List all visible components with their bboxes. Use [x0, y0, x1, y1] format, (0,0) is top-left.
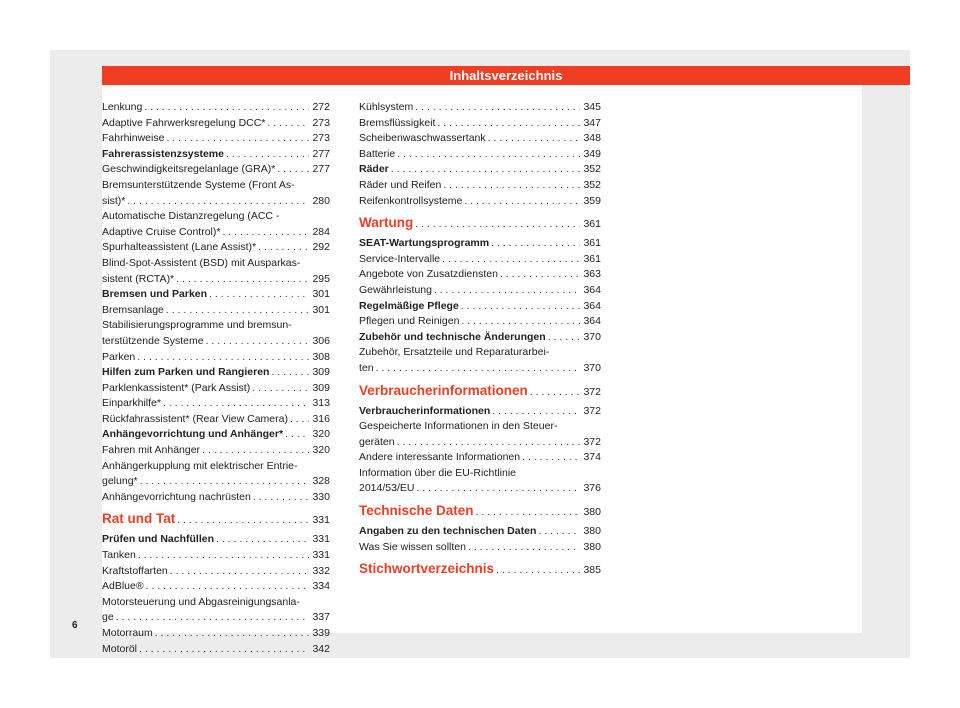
- toc-entry-title: Verbraucherinformationen: [359, 404, 491, 417]
- toc-dot-leader: [415, 215, 580, 233]
- toc-dot-leader: [163, 396, 309, 412]
- toc-entry-title: Räder: [359, 163, 389, 176]
- toc-entry[interactable]: [359, 147, 601, 163]
- toc-dot-leader: [376, 361, 580, 377]
- toc-entry[interactable]: [102, 100, 330, 116]
- toc-entry-title: Adaptive Fahrwerksregelung DCC*: [102, 116, 266, 129]
- header-title: Inhaltsverzeichnis: [449, 68, 563, 83]
- toc-entry[interactable]: [359, 540, 601, 556]
- toc-entry[interactable]: [102, 459, 330, 490]
- toc-entry-row: [359, 481, 601, 497]
- toc-entry[interactable]: [102, 510, 330, 529]
- toc-entry[interactable]: [359, 330, 601, 346]
- toc-entry-title: Reifenkontrollsysteme: [359, 194, 463, 207]
- toc-entry-title: Bremsanlage: [102, 303, 164, 316]
- toc-entry-title-line: Bremsunterstützende Systeme (Front As-: [102, 178, 295, 191]
- toc-entry-title: Geschwindigkeitsregelanlage (GRA)*: [102, 163, 276, 176]
- toc-entry[interactable]: [359, 560, 601, 579]
- toc-entry-row: [359, 314, 601, 330]
- toc-entry-row: [102, 474, 330, 490]
- toc-entry-title: Rat und Tat: [102, 511, 176, 527]
- toc-entry-title: sistent (RCTA)*: [102, 272, 175, 285]
- toc-entry-row: [102, 162, 330, 178]
- toc-entry-page: 309: [312, 366, 330, 379]
- toc-dot-leader: [277, 162, 309, 178]
- toc-entry-row: [102, 548, 330, 564]
- toc-entry-title: gelung*: [102, 475, 138, 488]
- toc-entry-page: 364: [583, 283, 601, 296]
- toc-entry-page: 348: [583, 132, 601, 145]
- toc-entry[interactable]: [102, 116, 330, 132]
- toc-entry-title: Rückfahrassistent* (Rear View Camera): [102, 412, 288, 425]
- toc-entry-row: [359, 560, 601, 579]
- toc-entry-title: Wartung: [359, 215, 414, 231]
- toc-entry-title: Bremsen und Parken: [102, 288, 208, 301]
- toc-entry[interactable]: [102, 381, 330, 397]
- toc-entry-page: 364: [583, 315, 601, 328]
- toc-dot-leader: [488, 131, 580, 147]
- toc-entry-title-line: Blind-Spot-Assistent (BSD) mit Ausparkas-: [102, 256, 301, 269]
- toc-entry-title-line: Gespeicherte Informationen in den Steuer-: [359, 420, 558, 433]
- toc-entry-title: Bremsflüssigkeit: [359, 116, 436, 129]
- toc-entry[interactable]: [102, 318, 330, 349]
- toc-entry-title: Fahren mit Anhänger: [102, 444, 201, 457]
- toc-entry-row: [102, 194, 330, 210]
- toc-entry-title: Was Sie wissen sollten: [359, 540, 466, 553]
- toc-entry-title: Verbraucherinformationen: [359, 382, 528, 398]
- toc-entry-page: 361: [583, 218, 601, 231]
- toc-entry[interactable]: [102, 595, 330, 626]
- toc-entry-row: [102, 490, 330, 506]
- toc-entry-page: 347: [583, 116, 601, 129]
- toc-entry-page: 313: [312, 397, 330, 410]
- toc-entry[interactable]: [359, 345, 601, 376]
- toc-dot-leader: [522, 450, 580, 466]
- toc-dot-leader: [443, 178, 580, 194]
- toc-entry-row: [359, 361, 601, 377]
- toc-entry-page: 339: [312, 627, 330, 639]
- toc-dot-leader: [127, 194, 309, 210]
- toc-dot-leader: [209, 287, 309, 303]
- toc-dot-leader: [415, 100, 580, 116]
- toc-entry[interactable]: [102, 162, 330, 178]
- toc-entry-row: [102, 116, 330, 132]
- toc-entry[interactable]: [359, 314, 601, 330]
- toc-dot-leader: [253, 490, 309, 506]
- toc-entry-row: [102, 510, 330, 529]
- toc-entry-row: [102, 427, 330, 443]
- toc-dot-leader: [548, 330, 580, 346]
- toc-entry[interactable]: [102, 427, 330, 443]
- toc-entry[interactable]: [102, 642, 330, 658]
- document-sheet: [50, 50, 910, 658]
- toc-dot-leader: [491, 236, 580, 252]
- toc-entry[interactable]: [102, 412, 330, 428]
- toc-entry[interactable]: [102, 350, 330, 366]
- toc-dot-leader: [166, 303, 309, 319]
- toc-dot-leader: [202, 443, 309, 459]
- toc-entry-page: 309: [312, 381, 330, 394]
- toc-entry-title: Regelmäßige Pflege: [359, 299, 459, 312]
- toc-entry-page: 345: [583, 101, 601, 113]
- toc-entry-page: 328: [312, 475, 330, 488]
- toc-entry-row: [359, 147, 601, 163]
- toc-entry-row: [359, 404, 601, 420]
- toc-entry-page: 380: [583, 506, 601, 519]
- toc-entry-row: [102, 365, 330, 381]
- toc-entry-title: Service-Intervalle: [359, 252, 441, 265]
- toc-entry-page: 337: [312, 611, 330, 624]
- toc-entry[interactable]: [102, 365, 330, 381]
- toc-entry-title-line: Zubehör, Ersatzteile und Reparaturarbei-: [359, 346, 550, 359]
- toc-entry-title: Motoröl: [102, 642, 138, 655]
- toc-entry-page: 349: [583, 147, 601, 160]
- toc-entry[interactable]: [359, 450, 601, 466]
- toc-entry-page: 334: [312, 580, 330, 593]
- toc-entry-title: sist)*: [102, 194, 126, 207]
- toc-dot-leader: [146, 579, 309, 595]
- toc-entry[interactable]: [359, 382, 601, 401]
- toc-entry[interactable]: [359, 214, 601, 233]
- toc-entry-page: 320: [312, 428, 330, 441]
- toc-entry-title: Fahrhinweise: [102, 132, 165, 145]
- toc-entry-title-line: Anhängerkupplung mit elektrischer Entrie-: [102, 459, 298, 472]
- toc-dot-leader: [170, 564, 309, 580]
- toc-entry-row: [359, 502, 601, 521]
- toc-entry-title: Anhängevorrichtung und Anhänger*: [102, 428, 284, 441]
- toc-entry-page: 352: [583, 178, 601, 191]
- toc-entry-row: [102, 412, 330, 428]
- toc-entry-page: 295: [312, 272, 330, 285]
- toc-dot-leader: [258, 240, 309, 256]
- toc-entry-title: Spurhalteassistent (Lane Assist)*: [102, 241, 257, 254]
- toc-entry-page: 342: [312, 642, 330, 655]
- toc-entry-row: [359, 252, 601, 268]
- toc-dot-leader: [500, 267, 580, 283]
- toc-entry-row: [102, 610, 330, 626]
- toc-entry[interactable]: [359, 466, 601, 497]
- toc-entry[interactable]: [102, 178, 330, 209]
- page-number: 6: [72, 620, 78, 631]
- toc-entry-page: 372: [583, 385, 601, 398]
- toc-entry-page: 372: [583, 435, 601, 448]
- toc-entry-row: [359, 330, 601, 346]
- toc-dot-leader: [166, 131, 309, 147]
- toc-entry-title: Parklenkassistent* (Park Assist): [102, 381, 251, 394]
- toc-dot-leader: [267, 116, 309, 132]
- toc-entry-row: [102, 131, 330, 147]
- toc-entry-row: [359, 236, 601, 252]
- toc-entry[interactable]: [102, 287, 330, 303]
- toc-entry[interactable]: [102, 147, 330, 163]
- toc-entry[interactable]: [102, 303, 330, 319]
- toc-entry-row: [359, 194, 601, 210]
- toc-entry[interactable]: [102, 131, 330, 147]
- toc-entry-title: SEAT-Wartungsprogramm: [359, 237, 490, 250]
- toc-entry-page: 364: [583, 299, 601, 312]
- toc-dot-leader: [139, 642, 309, 658]
- toc-dot-leader: [397, 147, 580, 163]
- toc-entry-row: [359, 116, 601, 132]
- toc-entry-page: 376: [583, 482, 601, 495]
- toc-entry-row: [102, 287, 330, 303]
- toc-dot-leader: [416, 481, 580, 497]
- toc-entry-row: [102, 381, 330, 397]
- toc-entry[interactable]: [102, 532, 330, 548]
- toc-entry-page: 292: [312, 241, 330, 254]
- toc-entry-row: [359, 162, 601, 178]
- toc-dot-leader: [476, 503, 580, 521]
- toc-dot-leader: [464, 194, 580, 210]
- toc-dot-leader: [137, 350, 309, 366]
- toc-dot-leader: [496, 561, 580, 579]
- toc-entry-row: [359, 450, 601, 466]
- toc-entry-row: [102, 642, 330, 658]
- toc-entry-title: 2014/53/EU: [359, 482, 415, 495]
- toc-entry-page: 331: [312, 514, 330, 527]
- toc-entry[interactable]: [359, 502, 601, 521]
- toc-entry-page: 273: [312, 132, 330, 145]
- toc-dot-leader: [391, 162, 580, 178]
- toc-entry-title: Räder und Reifen: [359, 178, 442, 191]
- toc-entry[interactable]: [359, 299, 601, 315]
- toc-entry-page: 273: [312, 116, 330, 129]
- toc-entry-page: 277: [312, 147, 330, 160]
- toc-entry-row: [359, 524, 601, 540]
- toc-entry-row: [359, 214, 601, 233]
- toc-dot-leader: [271, 365, 309, 381]
- toc-entry-row: [359, 435, 601, 451]
- toc-entry-page: 331: [312, 549, 330, 562]
- toc-dot-leader: [290, 412, 309, 428]
- toc-entry-page: 380: [583, 525, 601, 538]
- toc-entry[interactable]: [359, 131, 601, 147]
- toc-entry-title: AdBlue®: [102, 580, 144, 593]
- toc-entry-title: Kraftstoffarten: [102, 564, 168, 577]
- toc-entry-title: Pflegen und Reinigen: [359, 315, 460, 328]
- toc-entry-title: Tanken: [102, 549, 136, 562]
- toc-entry[interactable]: [359, 236, 601, 252]
- toc-entry[interactable]: [102, 256, 330, 287]
- toc-entry-page: 361: [583, 237, 601, 250]
- toc-entry-row: [359, 267, 601, 283]
- toc-entry-row: [359, 382, 601, 401]
- toc-dot-leader: [538, 524, 580, 540]
- toc-entry-page: 370: [583, 361, 601, 374]
- toc-entry-title: Gewährleistung: [359, 283, 432, 296]
- toc-entry[interactable]: [102, 490, 330, 506]
- toc-entry-row: [102, 579, 330, 595]
- toc-dot-leader: [461, 314, 580, 330]
- toc-entry-row: [102, 272, 330, 288]
- toc-dot-leader: [144, 100, 309, 116]
- toc-dot-leader: [206, 334, 309, 350]
- toc-entry-page: 272: [312, 101, 330, 113]
- toc-entry-row: [102, 564, 330, 580]
- toc-page: [50, 50, 910, 658]
- toc-entry[interactable]: [102, 548, 330, 564]
- toc-entry[interactable]: [359, 116, 601, 132]
- toc-entry-page: 359: [583, 194, 601, 207]
- toc-dot-leader: [116, 610, 309, 626]
- toc-entry-page: 332: [312, 564, 330, 577]
- toc-dot-leader: [530, 383, 580, 401]
- toc-entry-row: [102, 334, 330, 350]
- toc-entry[interactable]: [102, 443, 330, 459]
- toc-dot-leader: [176, 272, 309, 288]
- toc-entry-row: [102, 100, 330, 116]
- toc-column-right: [359, 100, 601, 582]
- toc-entry-page: 370: [583, 330, 601, 343]
- toc-entry-title: terstützende Systeme: [102, 334, 204, 347]
- toc-dot-leader: [285, 427, 309, 443]
- toc-dot-leader: [226, 147, 309, 163]
- toc-entry-page: 284: [312, 225, 330, 238]
- toc-dot-leader: [155, 626, 309, 642]
- toc-entry-row: [102, 350, 330, 366]
- toc-entry-page: 372: [583, 404, 601, 417]
- toc-entry-page: 306: [312, 334, 330, 347]
- toc-entry-page: 363: [583, 268, 601, 281]
- toc-entry-title: Fahrerassistenzsysteme: [102, 147, 224, 160]
- toc-dot-leader: [138, 548, 309, 564]
- toc-entry[interactable]: [102, 396, 330, 412]
- toc-entry[interactable]: [102, 240, 330, 256]
- toc-entry[interactable]: [359, 252, 601, 268]
- toc-entry[interactable]: [102, 564, 330, 580]
- toc-entry-title: Scheibenwaschwassertank: [359, 132, 486, 145]
- toc-entry[interactable]: [359, 524, 601, 540]
- toc-entry[interactable]: [359, 194, 601, 210]
- toc-dot-leader: [397, 435, 580, 451]
- toc-entry-title: Zubehör und technische Änderungen: [359, 330, 546, 343]
- toc-entry-row: [102, 240, 330, 256]
- toc-entry[interactable]: [359, 178, 601, 194]
- toc-entry-page: 308: [312, 350, 330, 363]
- toc-dot-leader: [252, 381, 309, 397]
- toc-entry-row: [102, 626, 330, 642]
- toc-entry-row: [102, 147, 330, 163]
- toc-entry-page: 380: [583, 540, 601, 553]
- toc-entry-row: [102, 443, 330, 459]
- toc-entry-page: 320: [312, 444, 330, 457]
- toc-entry-row: [359, 131, 601, 147]
- toc-entry-row: [359, 283, 601, 299]
- toc-entry-page: 277: [312, 163, 330, 176]
- toc-entry-title-line: Automatische Distanzregelung (ACC -: [102, 210, 280, 223]
- toc-entry-title: ten: [359, 361, 374, 374]
- toc-dot-leader: [216, 532, 309, 548]
- toc-entry-title: Andere interessante Informationen: [359, 451, 521, 464]
- toc-entry[interactable]: [359, 162, 601, 178]
- toc-entry-title-line: Information über die EU-Richtlinie: [359, 466, 516, 479]
- toc-entry-page: 280: [312, 194, 330, 207]
- toc-entry-title: Prüfen und Nachfüllen: [102, 533, 215, 546]
- toc-entry-title: geräten: [359, 435, 395, 448]
- toc-dot-leader: [461, 299, 580, 315]
- toc-entry-page: 301: [312, 288, 330, 301]
- toc-entry[interactable]: [102, 209, 330, 240]
- toc-dot-leader: [177, 511, 309, 529]
- toc-entry-title-line: Stabilisierungsprogramme und bremsun-: [102, 319, 292, 332]
- toc-entry-row: [359, 100, 601, 116]
- toc-entry-title: Angaben zu den technischen Daten: [359, 525, 537, 538]
- toc-entry[interactable]: [102, 626, 330, 642]
- toc-dot-leader: [437, 116, 580, 132]
- page-header: [102, 66, 910, 85]
- toc-entry-title: Einparkhilfe*: [102, 397, 161, 410]
- toc-entry-title: Kühlsystem: [359, 101, 414, 113]
- toc-entry-row: [102, 303, 330, 319]
- toc-column-left: [102, 100, 330, 657]
- toc-entry-page: 316: [312, 412, 330, 425]
- toc-entry-title: Adaptive Cruise Control)*: [102, 225, 221, 238]
- toc-entry[interactable]: [359, 283, 601, 299]
- toc-entry-page: 385: [583, 564, 601, 577]
- toc-dot-leader: [222, 225, 309, 241]
- toc-entry-page: 331: [312, 533, 330, 546]
- toc-entry-title: Motorraum: [102, 627, 153, 639]
- toc-entry[interactable]: [359, 267, 601, 283]
- toc-entry[interactable]: [359, 404, 601, 420]
- toc-entry-row: [102, 225, 330, 241]
- toc-entry-title: ge: [102, 611, 114, 624]
- toc-entry[interactable]: [359, 100, 601, 116]
- toc-entry-title-line: Motorsteuerung und Abgasreinigungsanla-: [102, 595, 300, 608]
- toc-entry[interactable]: [359, 419, 601, 450]
- toc-entry-row: [359, 299, 601, 315]
- toc-entry-page: 352: [583, 163, 601, 176]
- toc-entry-page: 374: [583, 451, 601, 464]
- toc-entry-row: [359, 178, 601, 194]
- toc-dot-leader: [468, 540, 580, 556]
- toc-dot-leader: [492, 404, 580, 420]
- toc-entry-title: Lenkung: [102, 101, 143, 113]
- toc-entry-page: 301: [312, 303, 330, 316]
- toc-dot-leader: [434, 283, 580, 299]
- toc-entry-page: 361: [583, 252, 601, 265]
- toc-entry-title: Angebote von Zusatzdiensten: [359, 268, 498, 281]
- toc-entry-row: [102, 396, 330, 412]
- toc-entry-title: Anhängevorrichtung nachrüsten: [102, 490, 251, 503]
- toc-entry-row: [359, 540, 601, 556]
- toc-dot-leader: [442, 252, 580, 268]
- toc-entry-row: [102, 532, 330, 548]
- toc-entry-title: Hilfen zum Parken und Rangieren: [102, 366, 270, 379]
- toc-entry-title: Batterie: [359, 147, 396, 160]
- toc-entry-page: 330: [312, 490, 330, 503]
- toc-entry[interactable]: [102, 579, 330, 595]
- toc-entry-title: Parken: [102, 350, 136, 363]
- toc-entry-title: Technische Daten: [359, 503, 474, 519]
- toc-dot-leader: [140, 474, 309, 490]
- toc-entry-title: Stichwortverzeichnis: [359, 561, 495, 577]
